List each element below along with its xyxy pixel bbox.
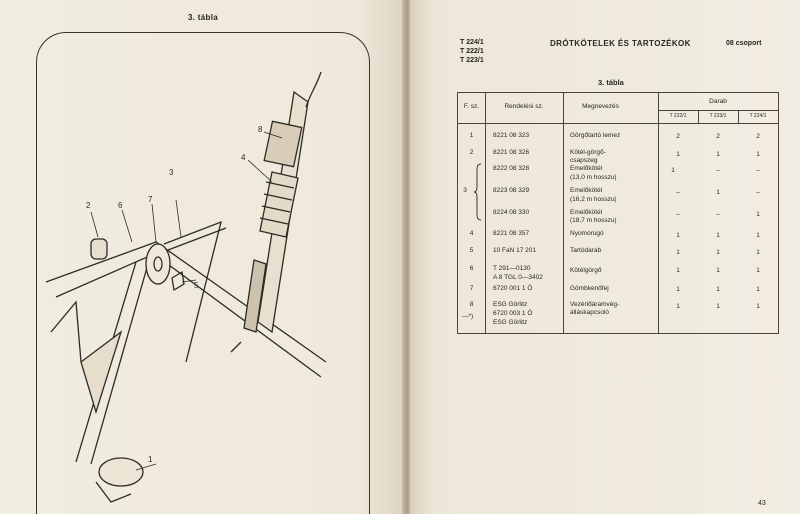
bottom-pulley [99, 458, 143, 486]
name-cell: Kötél-görgő- [570, 149, 606, 156]
callout-6: 6 [118, 201, 123, 210]
qty-cell: 1 [756, 267, 760, 274]
qty-cell: 1 [716, 189, 720, 196]
qty-cell: 1 [756, 232, 760, 239]
rope-line [164, 222, 221, 362]
plate-title: 3. tábla [188, 13, 218, 22]
fsz-cell: 7 [469, 285, 474, 292]
qty-cell: – [716, 211, 720, 218]
code-cell: 6720 003 1 Ö [493, 310, 533, 317]
qty-cell: 2 [716, 133, 720, 140]
qty-cell: 2 [676, 133, 680, 140]
qty-cell: 1 [756, 211, 760, 218]
code-cell: 8221 08 357 [493, 230, 530, 237]
qty-cell: – [676, 189, 680, 196]
fsz-cell: 6 [469, 265, 474, 272]
name-cell: Nyomórugó [570, 230, 604, 237]
darab-rule [658, 110, 778, 111]
qty-cell: – [756, 189, 760, 196]
page-number: 43 [758, 500, 766, 507]
qty-cell: 1 [716, 249, 720, 256]
pulley-pin [91, 239, 107, 259]
table-title: 3. tábla [598, 78, 624, 87]
rope-pulley [146, 244, 170, 284]
name-cell: Kötélgörgő [570, 267, 602, 274]
header-fsz: F. sz. [463, 103, 480, 110]
qty-cell: 1 [676, 303, 680, 310]
name-cell: Görgőtartó lemez [570, 132, 621, 139]
name-cell: Emelőkötél [570, 165, 603, 172]
model-list [460, 38, 484, 65]
name-cell: Emelőkötél [570, 187, 603, 194]
qty-cell: 1 [716, 267, 720, 274]
code-cell: ESG Görlitz [493, 319, 528, 326]
qty-cell: 1 [716, 151, 720, 158]
fsz-cell: 2 [469, 149, 474, 156]
qty-cell: 2 [756, 133, 760, 140]
qty-cell: 1 [756, 303, 760, 310]
frame-bracket [51, 302, 81, 362]
name-cell: Emelőkötél [570, 209, 603, 216]
qty-cell: 1 [756, 151, 760, 158]
code-cell: ESG Görlitz [493, 301, 528, 308]
header-model-2: T 223/1 [709, 113, 727, 119]
qty-cell: 1 [676, 151, 680, 158]
arrow-stem [231, 342, 241, 352]
code-cell: 8223 08 329 [493, 187, 530, 194]
code-cell: 8221 08 326 [493, 149, 530, 156]
column-divider [485, 93, 486, 333]
qty-cell: – [756, 167, 760, 174]
code-cell: 6720 001 1 Ö [493, 285, 533, 292]
code-cell: T 291—0130 [493, 265, 531, 272]
column-divider [563, 93, 564, 333]
callout-1: 1 [148, 455, 153, 464]
header-model-1: T 222/1 [669, 113, 687, 119]
qty-cell: 1 [716, 303, 720, 310]
code-cell: 8222 08 328 [493, 165, 530, 172]
holder-piece [172, 272, 184, 290]
name-cell: (16,2 m hosszu) [570, 196, 617, 203]
model-label: T 223/1 [460, 57, 484, 64]
fsz-cell: 5 [469, 247, 474, 254]
section-title: DRÓTKÖTELEK ÉS TARTOZÉKOK [550, 39, 691, 48]
qty-cell: 1 [676, 249, 680, 256]
model-label: T 224/1 [460, 39, 484, 46]
name-cell: álláskapcsoló [570, 309, 610, 316]
exploded-view-drawing [36, 32, 370, 514]
code-cell: 8221 08 323 [493, 132, 530, 139]
parts-table [457, 92, 779, 334]
name-cell: Tartódarab [570, 247, 602, 254]
qty-cell: 1 [716, 286, 720, 293]
footnote-marker: —*) [462, 313, 474, 320]
spring-housing [260, 172, 298, 237]
fsz-cell: 8 [469, 301, 474, 308]
header-rendelesi: Rendelési sz. [504, 103, 544, 110]
qty-cell: 1 [671, 167, 675, 174]
callout-4: 4 [241, 153, 246, 162]
qty-cell: 1 [716, 232, 720, 239]
name-cell: Vezérlőáramvég- [570, 301, 620, 308]
qty-cell: 1 [756, 286, 760, 293]
frame-gusset [81, 332, 121, 412]
callout-8: 8 [258, 125, 263, 134]
right-page [410, 0, 800, 514]
name-cell: (18,7 m hosszu) [570, 217, 617, 224]
cable [306, 72, 321, 107]
code-cell: A 8 TGL 0—3402 [493, 274, 543, 281]
qty-cell: – [676, 211, 680, 218]
callout-3: 3 [169, 168, 174, 177]
qty-cell: – [716, 167, 720, 174]
header-model-3: T 224/1 [749, 113, 767, 119]
header-darab: Darab [709, 98, 727, 105]
fsz-cell: 3 [463, 187, 467, 194]
code-cell: 8224 08 330 [493, 209, 530, 216]
callout-5: 5 [194, 281, 199, 290]
name-cell: Gömbkenőfej [570, 285, 609, 292]
group-brace [474, 163, 482, 221]
header-rule [458, 123, 778, 124]
callout-2: 2 [86, 201, 91, 210]
qty-cell: 1 [676, 267, 680, 274]
qty-cell: 1 [756, 249, 760, 256]
fsz-cell: 4 [469, 230, 474, 237]
group-label: 08 csoport [726, 40, 762, 47]
header-megnevezes: Megnevezés [582, 103, 619, 110]
callout-7: 7 [148, 195, 153, 204]
name-cell: (13,0 m hosszu) [570, 174, 617, 181]
code-cell: 10 FaN 17 201 [493, 247, 537, 254]
fsz-cell: 1 [469, 132, 474, 139]
frame-tube-upper [46, 242, 326, 362]
name-cell: csapszeg [570, 157, 598, 164]
qty-cell: 1 [676, 286, 680, 293]
model-label: T 222/1 [460, 48, 484, 55]
qty-cell: 1 [676, 232, 680, 239]
